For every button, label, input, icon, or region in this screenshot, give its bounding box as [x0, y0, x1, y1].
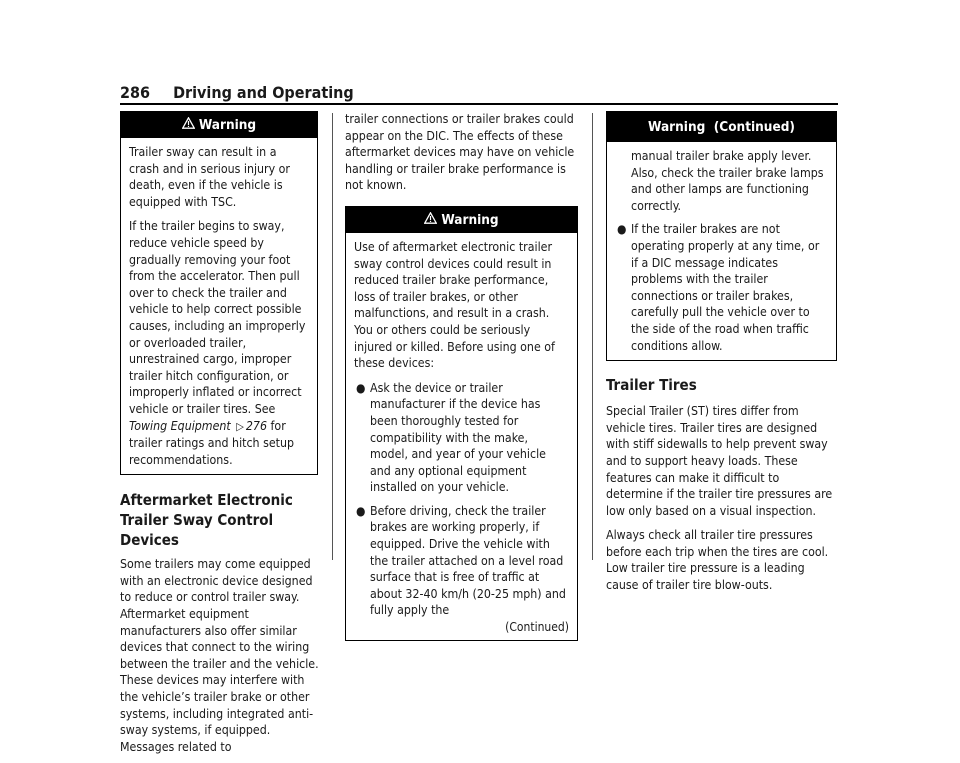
- body-paragraph: Always check all trailer tire pressures before each trip when the tires are cool. Low trailer tire pressure is a leading cause of trailer tire blow-outs.: [606, 528, 829, 593]
- warning-box-sway: [120, 111, 318, 475]
- continued-label: (Continued): [505, 620, 569, 635]
- column-2: [345, 111, 579, 641]
- warning-header: [346, 207, 577, 233]
- continued-text: manual trailer brake apply lever. Also, check the trailer brake lamps and other lamps are functioning correctly.: [631, 149, 824, 213]
- section-heading: Aftermarket Electronic Trailer Sway Control Devices: [120, 491, 293, 550]
- warning-bullet: [615, 221, 828, 354]
- warning-triangle-icon: [424, 208, 437, 234]
- section-title: Driving and Operating: [173, 83, 354, 102]
- warning-title: Warning (Continued): [648, 119, 795, 135]
- section-aftermarket: [120, 490, 319, 755]
- bullet-text: Ask the device or trailer manufacturer if the device has been thoroughly tested for compatibility with the make, model, and year of your vehicle and any optional equipment installed on your vehicle.: [370, 380, 546, 495]
- page-reference-number[interactable]: 276: [245, 418, 268, 433]
- body-paragraph: Some trailers may come equipped with an electronic device designed to reduce or control trailer sway. Aftermarket equipment manufacturers also offer similar devices that connect to the wiring between the trailer and the vehicle. These devices may interfere with the vehicle’s trailer brake or other systems, including integrated anti-sway systems, if equipped. Messages related to: [120, 557, 319, 754]
- body-paragraph: trailer connections or trailer brakes could appear on the DIC. The effects of these aftermarket devices may have on vehicle handling or trailer brake performance is not known.: [345, 112, 575, 193]
- warning-title: Warning: [198, 117, 257, 133]
- warning-box-continued: [606, 111, 837, 361]
- warning-bullet: [354, 380, 569, 496]
- bullet-text: If the trailer brakes are not operating properly at any time, or if a DIC message indicates problems with the trailer connections or trailer brakes, carefully pull the vehicle over to the side of the road when traffic conditions allow.: [631, 222, 820, 353]
- warning-triangle-icon: [182, 113, 195, 139]
- column-divider: [332, 113, 333, 560]
- towing-equipment-link[interactable]: Towing Equipment: [129, 418, 231, 433]
- section-heading: Trailer Tires: [606, 376, 697, 395]
- warning-paragraph: Trailer sway can result in a crash and in serious injury or death, even if the vehicle is equipped with TSC.: [129, 145, 290, 209]
- warning-header: [121, 112, 317, 138]
- warning-paragraph: Use of aftermarket electronic trailer sway control devices could result in reduced trailer brake performance, loss of trailer brakes, or other malfunctions, and result in a crash. You or others could be seriously injured or killed. Before using one of these devices:: [354, 239, 555, 371]
- bullet-text: Before driving, check the trailer brakes are working properly, if equipped. Drive the vehicle with the trailer attached on a level road surface that is free of traffic at about 32-40 km/h (20-25 mph) and fully apply the: [370, 503, 566, 618]
- warning-paragraph: [129, 218, 309, 468]
- warning-header: [607, 112, 836, 142]
- warning-text-tail: for trailer ratings and hitch setup recommendations.: [129, 418, 295, 467]
- bullet-dot: ●: [617, 222, 627, 237]
- warning-body: [346, 233, 577, 640]
- page-reference-icon: ▷: [236, 419, 244, 433]
- bullet-dot: ●: [356, 380, 366, 395]
- bullet-dot: ●: [356, 503, 366, 518]
- warning-body: [121, 138, 317, 474]
- column-1: [120, 111, 319, 763]
- warning-box-aftermarket: [345, 206, 578, 641]
- warning-body: [607, 142, 836, 360]
- header-rule: [120, 103, 838, 105]
- warning-bullet: [354, 503, 569, 619]
- warning-text: If the trailer begins to sway, reduce vehicle speed by gradually removing your foot from the accelerator. Then pull over to check the trailer and vehicle to help correct possible causes, including an improperly or overloaded trailer, unrestrained cargo, improper trailer hitch configuration, or improperly inflated or incorrect vehicle or trailer tires. See: [129, 219, 306, 416]
- column-3: [606, 111, 838, 602]
- section-trailer-tires: [606, 375, 838, 594]
- body-paragraph: Special Trailer (ST) tires differ from vehicle tires. Trailer tires are designed with stiff sidewalls to help prevent sway and to support heavy loads. These features can make it difficult to determine if the trailer tire pressures are low only based on a visual inspection.: [606, 404, 833, 518]
- page-number: 286: [120, 83, 151, 102]
- column-divider: [592, 113, 593, 560]
- warning-title: Warning: [441, 211, 499, 228]
- page-header: [120, 84, 838, 102]
